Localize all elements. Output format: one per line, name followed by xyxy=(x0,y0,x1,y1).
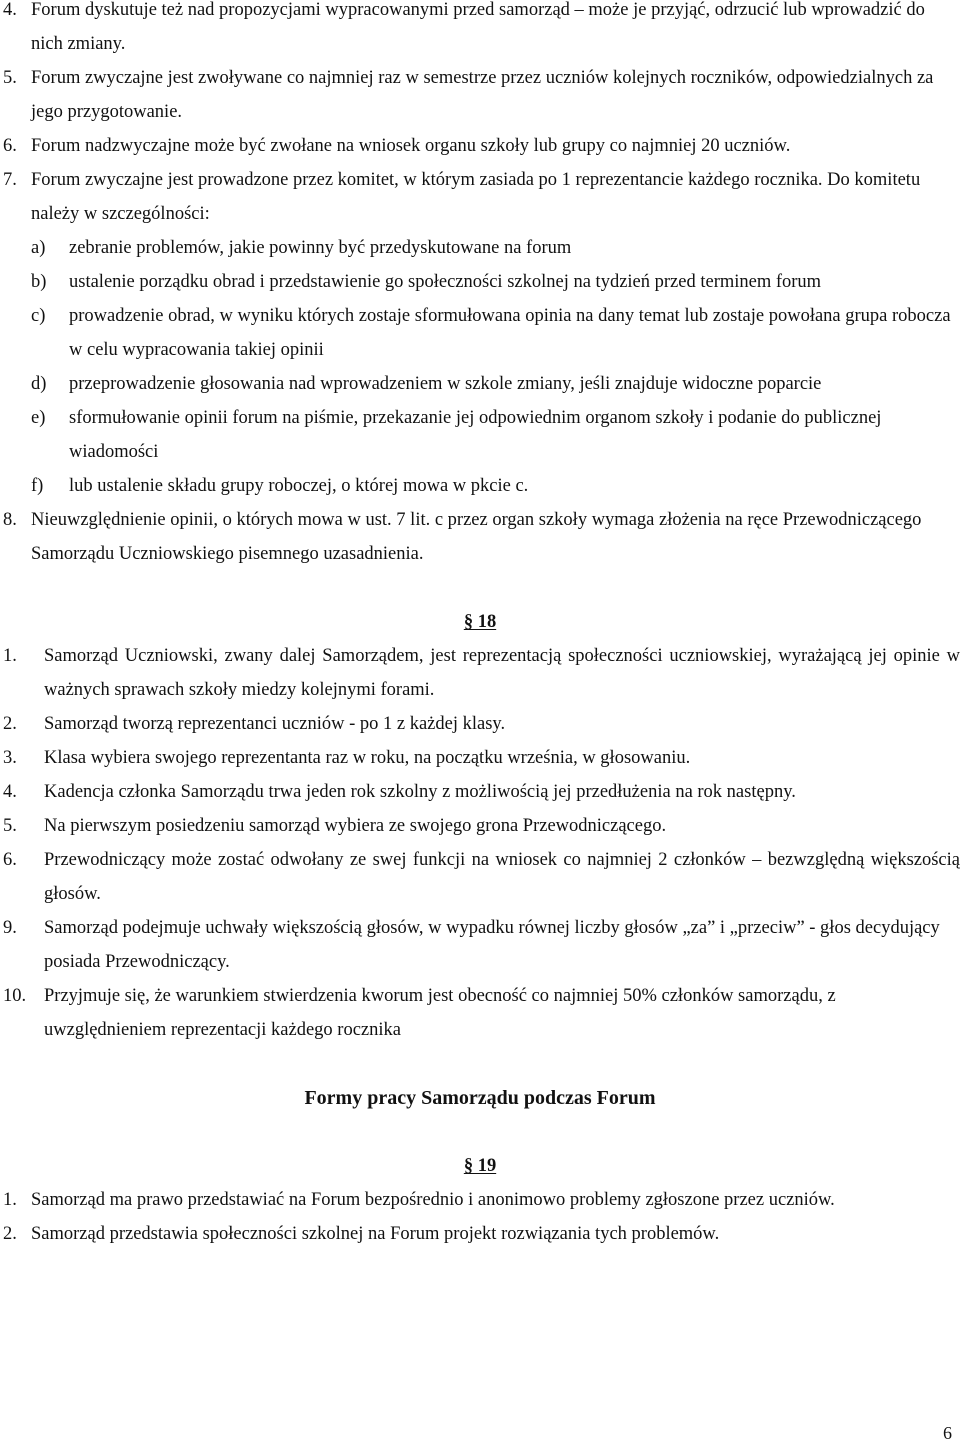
item-text: Samorząd tworzą reprezentanci uczniów - po 1 z każdej klasy. xyxy=(44,714,506,734)
item-text: Samorząd Uczniowski, zwany dalej Samorządem, jest reprezentacją społeczności uczniowskiej, wyrażającą jej opinie w ważnych sprawach szkoły miedzy kolejnymi forami. xyxy=(44,646,960,700)
list-item xyxy=(0,0,960,61)
section-heading-18: § 18 xyxy=(463,612,497,632)
sub-item-letter: e) xyxy=(31,408,46,428)
sub-list-item xyxy=(0,299,960,367)
item-number: 7. xyxy=(3,170,17,190)
item-number: 1. xyxy=(3,646,17,666)
item-text: Forum nadzwyczajne może być zwołane na wniosek organu szkoły lub grupy co najmniej 20 uczniów. xyxy=(31,136,791,156)
sub-item-text: lub ustalenie składu grupy roboczej, o której mowa w pkcie c. xyxy=(69,476,529,496)
item-text: Przewodniczący może zostać odwołany ze swej funkcji na wniosek co najmniej 2 członków – bezwzględną większością głosów. xyxy=(44,850,960,904)
item-number: 10. xyxy=(3,986,27,1006)
item-text: Forum zwyczajne jest prowadzone przez komitet, w którym zasiada po 1 reprezentancie każdego rocznika. Do komitetu należy w szczególności: xyxy=(31,170,921,224)
section-18-list xyxy=(0,639,960,1047)
sub-list-item xyxy=(0,401,960,469)
sub-list-item xyxy=(0,265,960,299)
sub-item-letter: a) xyxy=(31,238,46,258)
section-19-list xyxy=(0,1183,960,1251)
list-item xyxy=(0,163,960,231)
sub-item-text: sformułowanie opinii forum na piśmie, przekazanie jej odpowiednim organom szkoły i podanie do publicznej wiadomości xyxy=(69,408,882,462)
sub-list-item xyxy=(0,231,960,265)
list-item xyxy=(0,809,960,843)
list-item xyxy=(0,911,960,979)
committee-duties-list xyxy=(0,231,960,503)
item-number: 6. xyxy=(3,850,17,870)
item-text: Forum zwyczajne jest zwoływane co najmniej raz w semestrze przez uczniów kolejnych roczników, odpowiedzialnych za jego przygotowanie. xyxy=(31,68,934,122)
sub-item-text: przeprowadzenie głosowania nad wprowadzeniem w szkole zmiany, jeśli znajduje widoczne poparcie xyxy=(69,374,822,394)
list-item xyxy=(0,707,960,741)
item-number: 4. xyxy=(3,0,17,20)
item-text: Samorząd ma prawo przedstawiać na Forum bezpośrednio i anonimowo problemy zgłoszone przez uczniów. xyxy=(31,1190,835,1210)
item-text: Samorząd przedstawia społeczności szkolnej na Forum projekt rozwiązania tych problemów. xyxy=(31,1224,720,1244)
sub-item-letter: b) xyxy=(31,272,47,292)
item-number: 5. xyxy=(3,816,17,836)
sub-item-letter: c) xyxy=(31,306,46,326)
item-number: 8. xyxy=(3,510,17,530)
list-item xyxy=(0,775,960,809)
sub-item-text: zebranie problemów, jakie powinny być przedyskutowane na forum xyxy=(69,238,572,258)
sub-item-text: ustalenie porządku obrad i przedstawienie go społeczności szkolnej na tydzień przed terminem forum xyxy=(69,272,822,292)
list-item xyxy=(0,843,960,911)
item-text: Kadencja członka Samorządu trwa jeden rok szkolny z możliwością jej przedłużenia na rok następny. xyxy=(44,782,796,802)
item-number: 1. xyxy=(3,1190,17,1210)
sub-item-letter: f) xyxy=(31,476,44,496)
item-number: 9. xyxy=(3,918,17,938)
item-text: Klasa wybiera swojego reprezentanta raz w roku, na początku września, w głosowaniu. xyxy=(44,748,691,768)
sub-item-letter: d) xyxy=(31,374,47,394)
list-item xyxy=(0,129,960,163)
list-item xyxy=(0,1183,960,1217)
page-number: 6 xyxy=(943,1423,952,1443)
item-number: 5. xyxy=(3,68,17,88)
item-text: Przyjmuje się, że warunkiem stwierdzenia kworum jest obecność co najmniej 50% członków samorządu, z uwzględnieniem reprezentacji każdego rocznika xyxy=(44,986,836,1040)
list-item xyxy=(0,979,960,1047)
section-title: Formy pracy Samorządu podczas Forum xyxy=(304,1087,656,1109)
list-item xyxy=(0,1217,960,1251)
list-item xyxy=(0,61,960,129)
sub-item-text: prowadzenie obrad, w wyniku których zostaje sformułowana opinia na dany temat lub zostaje powołana grupa robocza w celu wypracowania takiej opinii xyxy=(69,306,951,360)
sub-list-item xyxy=(0,367,960,401)
item-number: 4. xyxy=(3,782,17,802)
list-item xyxy=(0,639,960,707)
item-number: 3. xyxy=(3,748,17,768)
section-heading-19: § 19 xyxy=(463,1156,497,1176)
list-item xyxy=(0,741,960,775)
item-number: 2. xyxy=(3,1224,17,1244)
item-text: Forum dyskutuje też nad propozycjami wypracowanymi przed samorząd – może je przyjąć, odrzucić lub wprowadzić do nich zmiany. xyxy=(31,0,925,54)
item-number: 2. xyxy=(3,714,17,734)
list-item xyxy=(0,503,960,571)
forum-rules-list xyxy=(0,0,960,571)
item-text: Samorząd podejmuje uchwały większością głosów, w wypadku równej liczby głosów „za” i „przeciw” - głos decydujący posiada Przewodniczący. xyxy=(44,918,940,972)
item-number: 6. xyxy=(3,136,17,156)
item-text: Nieuwzględnienie opinii, o których mowa w ust. 7 lit. c przez organ szkoły wymaga złożenia na ręce Przewodniczącego Samorządu Uczniowskiego pisemnego uzasadnienia. xyxy=(31,510,922,564)
item-text: Na pierwszym posiedzeniu samorząd wybiera ze swojego grona Przewodniczącego. xyxy=(44,816,667,836)
sub-list-item xyxy=(0,469,960,503)
